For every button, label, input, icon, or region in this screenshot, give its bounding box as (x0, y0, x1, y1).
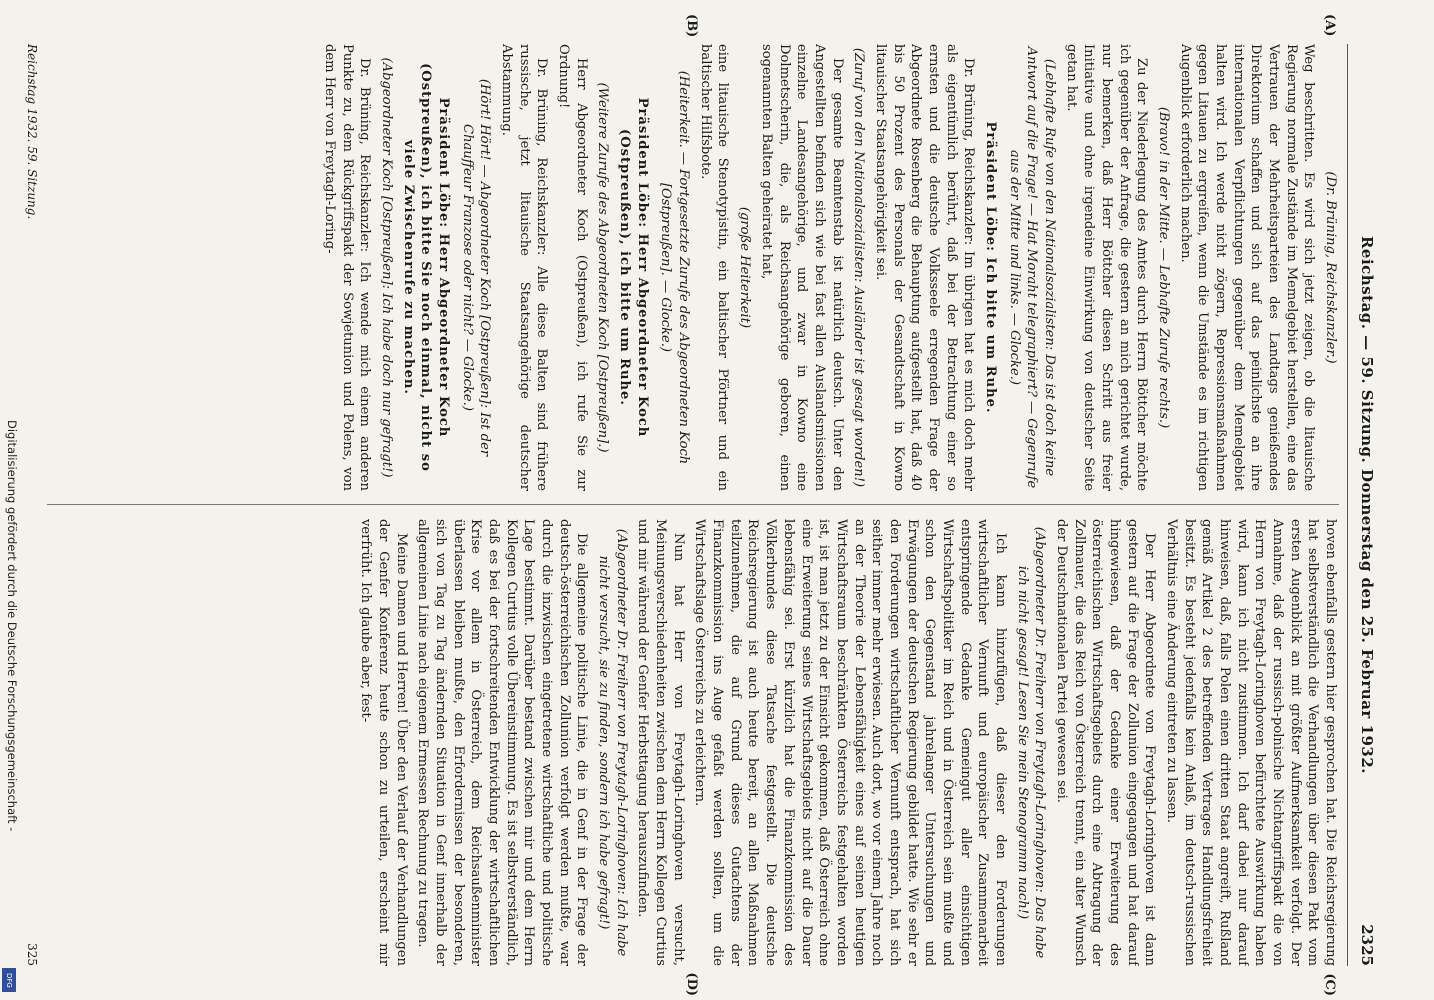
paragraph: (Zuruf von den Nationalsozialisten: Ausländer ist gesagt worden!) (851, 47, 867, 488)
paragraph: Präsident Löbe: Herr Abgeordneter Koch (Ostpreußen), ich bitte Sie noch einmal, nicht so viele Zwischenrufe zu machen. (400, 63, 452, 472)
paragraph: (Dr. Brüning, Reichskanzler.) (1323, 171, 1338, 364)
paragraph: (Lebhafte Rufe von den Nationalsozialisten: Das ist doch keine Antwort auf die Frage! — Hat Moraht telegraphiert? — Gegenrufe aus der Mitte und links. — Glocke.) (1006, 46, 1057, 489)
paragraph: Ich kann hinzufügen, daß dieser den Forderungen wirtschaftlicher Vernunft und europäischer Zusammenarbeit entspringende Gedanke Gemeingut aller einsichtigen Wirtschaftspolitiker im Reich und in Österreich sein mußte und schon den Gegenstand jahrelanger Untersuchungen und Erwägungen der deutschen Regierung gebildet hatte. Wie sehr er den Forderungen wirtschaftlicher Vernunft entsprach, hat sich seither immer mehr erwiesen. Auch dort, wo vor einem Jahre noch an der Theorie der Lebensfähigkeit eines auf seinen heutigen Wirtschaftsraum beschränkten Österreichs festgehalten worden ist, ist man jetzt zu der Einsicht gekommen, daß Österreich ohne eine Erweiterung seines Wirtschaftsgebiets nicht auf die Dauer lebensfähig sei. Erst kürzlich hat die Finanzkommission des Völkerbundes diese Tatsache festgestellt. Die deutsche Reichsregierung ist auch heute bereit, an allen Maßnahmen teilzunehmen, die auf Grund dieses Gutachtens der Finanzkommission ins Auge gefaßt werden sollten, um die Wirtschaftslage Österreichs zu erleichtern. (692, 519, 1008, 966)
right-column (47, 519, 1339, 966)
paragraph: (Heiterkeit. — Fortgesetzte Zurufe des Abgeordneten Koch [Ostpreußen]. — Glocke.) (658, 70, 692, 465)
paragraph: Der gesamte Beamtenstab ist natürlich deutsch. Unter den Angestellten befinden sich wie bei fast allen Auslandsmissionen einzelne Landesangehörige, und zwar in Kowno eine Dolmetscherin, die, als Reichsangehörige geboren, einen sogenannten Balten geheiratet hat, (758, 44, 845, 491)
paragraph: (Abgeordneter Dr. Freiherr von Freytagh-Loringhoven: Das habe ich nicht gesagt! Lesen Sie mein Stenogramm nach!) (1014, 526, 1048, 959)
margin-mark-c: (C) (1322, 973, 1337, 996)
paragraph: Präsident Löbe: Ich bitte um Ruhe. (982, 121, 998, 414)
paragraph: (Abgeordneter Dr. Freiherr von Freytagh-Loringhoven: Ich habe nicht versucht, sie zu finden, sondern ich habe gefragt!) (596, 528, 629, 957)
page-header (1347, 44, 1382, 966)
paragraph: Meine Damen und Herren! Über den Verlauf der Verhandlungen der Genfer Konferenz heute schon zu urteilen, erscheint mir verfrüht. Ich glaube aber, fest- (358, 519, 409, 966)
margin-mark-d: (D) (684, 972, 699, 996)
paragraph: (Hört! Hört! — Abgeordneter Koch [Ostpreußen]: Ist der Chauffeur Franzose oder nicht? — Glocke.) (459, 78, 493, 457)
margin-mark-b: (B) (684, 14, 699, 38)
paragraph: (Weitere Zurufe des Abgeordneten Koch [Ostpreußen].) (595, 82, 611, 453)
footer-session: Reichstag 1932. 59. Sitzung. (25, 44, 39, 220)
footer-sheet-number: 325 (25, 943, 39, 966)
paragraph: Dr. Brüning, Reichskanzler: Alle diese Balten sind frühere russische, jetzt litauische Staatsangehörige deutscher Abstammung. (499, 44, 550, 491)
paragraph: Die allgemeine politische Linie, die in Genf in der Frage der deutsch-österreichischen Zollunion verfolgt werden mußte, war durch die inzwischen eingetretene wirtschaftliche und politische Lage bestimmt. Darüber bestand zwischen mir und dem Herrn Kollegen Curtius volle Übereinstimmung. Es ist selbstverständlich, daß es bei der fortschreitenden Entwicklung der wirtschaftlichen Krise vor allem in Österreich, dem Reichsaußenminister überlassen bleiben mußte, den Erfordernissen der besonderen, sich von Tag zu Tag ändernden Situation in Genf innerhalb der allgemeinen Linie nach eigenem Ermessen Rechnung zu tragen. (415, 519, 590, 966)
text-columns (25, 14, 1339, 996)
paragraph: eine litauische Stenotypistin, ein baltischer Pförtner und ein baltischer Hilfsbote. (697, 44, 731, 491)
margin-mark-a: (A) (1322, 14, 1337, 37)
paragraph: (Abgeordneter Koch [Ostpreußen]: Ich habe doch nur gefragt!) (379, 57, 395, 478)
left-column (47, 44, 1339, 491)
paragraph: Nun hat Herr von Freytagh-Loringhoven versucht, Meinungsverschiedenheiten zwischen dem Herrn Kollegen Curtius und mir während der Genfer Herbsttagung herauszufinden. (635, 519, 686, 966)
page-title: Reichstag. — 59. Sitzung. Donnerstag den 25. Februar 1932. (1358, 235, 1376, 775)
paragraph: Präsident Löbe: Herr Abgeordneter Koch (Ostpreußen), ich bitte um Ruhe. (617, 97, 650, 438)
paragraph: Herr Abgeordneter Koch (Ostpreußen), ich rufe Sie zur Ordnung! (556, 44, 589, 491)
paragraph: Dr. Brüning, Reichskanzler: Im übrigen hat es mich doch mehr als eigentümlich berührt, daß bei der Betrachtung einer so ernsten und die deutsche Volksseele erregenden Frage der Abgeordnete Rosenberg die Behauptung aufgestellt hat, daß 40 bis 50 Prozent des Personals der Gesandtschaft in Kowno litauischer Staatsangehörigkeit sei. (872, 44, 977, 491)
credit-text: Digitalisierung gefördert durch die Deutsche Forschungsgemeinschaft - (5, 420, 19, 832)
paragraph: hoven ebenfalls gestern hier gesprochen hat. Die Reichsregierung hat selbstverständlich die Verhandlungen über diesen Pakt vom ersten Augenblick an mit größter Aufmerksamkeit verfolgt. Der Annahme, daß der russisch-polnische Nichtangriffspakt die von Herrn von Freytagh-Loringhoven befürchtete Auswirkung haben wird, kann ich nicht zustimmen. Ich darf dabei nur darauf hinweisen, daß, falls Polen einen dritten Staat angreift, Rußland gemäß Artikel 2 des betreffenden Vertrages Handlungsfreiheit besitzt. Es besteht jedenfalls kein Anlaß, im deutsch-russischen Verhältnis eine Änderung eintreten zu lassen. (1163, 519, 1338, 966)
sidebar-credit (3, 420, 19, 1000)
paragraph: Weg beschritten. Es wird sich jetzt zeigen, ob die litauische Regierung normale Zustände im Memelgebiet herstellen, eine das Vertrauen der Mehrheitsparteien des Landtags genießendes Direktorium schaffen und sich auf das peinlichste an ihre internationalen Verpflichtungen gegenüber dem Memelgebiet halten wird. Ich werde nicht zögern, Repressionsmaßnahmen gegen Litauen zu ergreifen, wenn die Umstände es im richtigen Augenblick erforderlich machen. (1177, 44, 1317, 491)
dfg-logo: DFG (2, 968, 16, 992)
page-number: 2325 (1358, 924, 1376, 966)
paragraph: Der Herr Abgeordnete von Freytagh-Loringhoven ist dann gestern auf die Frage der Zollunion eingegangen und hat darauf hingewiesen, daß der Gedanke einer Erweiterung des österreichischen Wirtschaftsgebiets durch eine Abtragung der Zollmauer, die das Reich von Österreich trennt, ein alter Wunsch der Deutschnationalen Partei gewesen sei. (1053, 519, 1158, 966)
paragraph: (Bravo! in der Mitte. — Lebhafte Zurufe rechts.) (1155, 106, 1171, 429)
column-divider (47, 491, 1339, 519)
paragraph: (große Heiterkeit) (737, 206, 753, 329)
paragraph: Dr. Brüning, Reichskanzler: Ich wende mich einem anderen Punkte zu, dem Rückgriffspakt der Sowjetunion und Polens, von dem Herr von Freytagh-Loring- (322, 44, 373, 491)
paragraph: Zu der Niederlegung des Amtes durch Herrn Böttcher möchte ich gegenüber der Anfrage, die gestern an mich gerichtet wurde, nur bemerken, daß Herr Böttcher diesen Schritt aus freier Initiative und ohne irgendeine Einwirkung von deutscher Seite getan hat. (1063, 44, 1150, 491)
